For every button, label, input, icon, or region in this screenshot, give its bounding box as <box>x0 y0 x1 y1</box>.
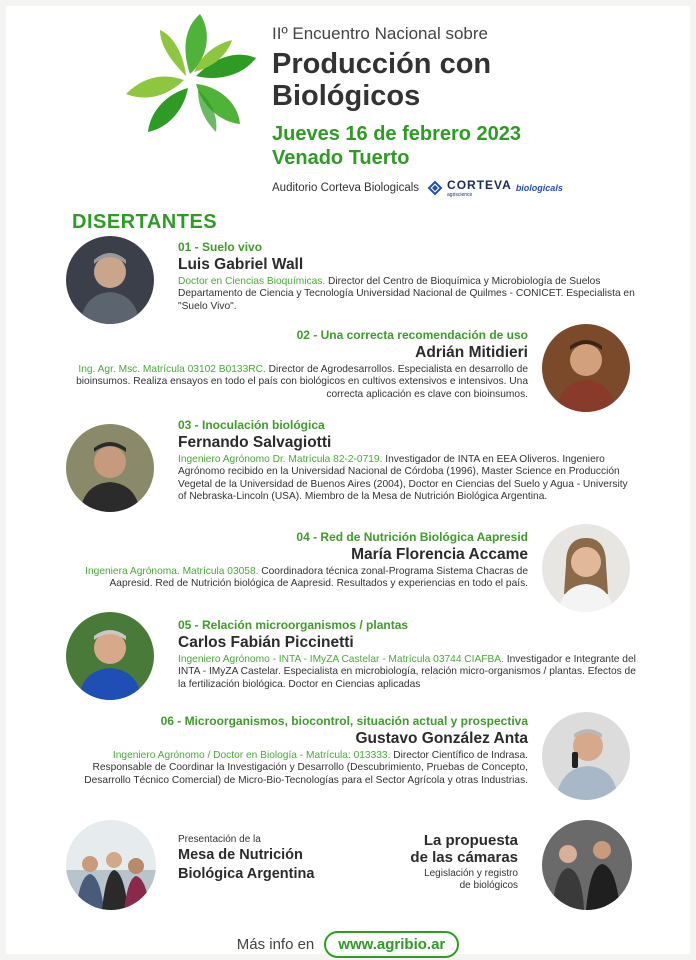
speaker-card <box>68 530 528 591</box>
sponsor-name: CORTEVA <box>447 178 512 192</box>
speaker-name: Carlos Fabián Piccinetti <box>178 634 354 651</box>
speaker-card <box>178 418 638 504</box>
speaker-credential: Ingeniero Agrónomo / Doctor en Biología - Matrícula: 013333. <box>112 750 391 761</box>
speaker-bio-text: Investigador e Integrante del INTA - IMyZA Castelar. Especialista en microbiología, relación micro-organismos / plantas. Efectos de la fertilización biológica. Doctor en Ciencias aplicadas <box>178 654 636 690</box>
speaker-topic: 06 - Microorganismos, biocontrol, situación actual y prospectiva <box>160 714 528 728</box>
camaras-sub-line2: de biológicos <box>459 880 518 891</box>
mesa-presentation <box>178 834 314 883</box>
speaker-credential: Ing. Agr. Msc. Matrícula 03102 B0133RC. <box>78 364 266 375</box>
mesa-intro: Presentación de la <box>178 834 261 845</box>
event-venue-row <box>272 178 563 198</box>
speaker-credential: Ingeniera Agrónoma. Matrícula 03058. <box>85 566 259 577</box>
speaker-name: Adrián Mitidieri <box>415 344 528 361</box>
mesa-title-line1: Mesa de Nutrición <box>178 847 303 863</box>
speaker-bio-text: Director de Agrodesarrollos. Especialista en desarrollo de bioinsumos. Realiza ensayos en todo el país con biológicos en cultivos extensivos e intensivos. Una correcta aplicación es clave con bioinsumos. <box>76 364 528 400</box>
website-link[interactable]: www.agribio.ar <box>324 931 459 958</box>
speaker-topic: 02 - Una correcta recomendación de uso <box>296 328 528 342</box>
speaker-photo <box>66 612 154 700</box>
speaker-bio <box>178 654 638 691</box>
speaker-bio <box>178 276 638 313</box>
section-title: DISERTANTES <box>72 211 218 233</box>
speaker-credential: Ingeniero Agrónomo - INTA - IMyZA Castelar - Matrícula 03744 CIAFBA. <box>178 654 504 665</box>
speaker-bio-text: Coordinadora técnica zonal-Programa Sistema Chacras de Aapresid. Red de Nutrición biológica de Aapresid. Resultados y experiencias en todo el país. <box>109 566 528 590</box>
speaker-topic: 05 - Relación microorganismos / plantas <box>178 618 409 632</box>
speaker-credential: Doctor en Ciencias Bioquímicas. <box>178 276 326 287</box>
speaker-card <box>68 328 528 401</box>
speaker-card <box>178 240 638 313</box>
camaras-sub-line1: Legislación y registro <box>424 868 518 879</box>
camaras-proposal <box>410 832 518 892</box>
event-date: Jueves 16 de febrero 2023 <box>272 123 522 145</box>
speaker-bio <box>178 454 638 504</box>
speaker-bio-text: Director Científico de Indrasa. Responsable de Coordinar la Investigación y Desarrollo (Descubrimiento, Pruebas de Concepto, Desarrollo Técnico Comercial) de Micro-Bio-Tecnologías para el Sector Agrícola y otras Industrias. <box>84 750 528 786</box>
speaker-credential: Ingeniero Agrónomo Dr. Matrícula 82-2-0719. <box>178 454 383 465</box>
speaker-photo <box>66 236 154 324</box>
speaker-card <box>178 618 638 691</box>
mesa-title-line2: Biológica Argentina <box>178 866 315 882</box>
speaker-topic: 01 - Suelo vivo <box>178 240 263 254</box>
speaker-topic: 03 - Inoculación biológica <box>178 418 325 432</box>
speaker-bio-text: Investigador de INTA en EEA Oliveros. Ingeniero Agrónomo recibido en la Universidad Nacional de Córdoba (1996), Master Science en Producción Vegetal de la Universidad de Buenos Aires (2004), Doctor en Ciencias del Suelo y Agua - University of Nebraska-Lincoln (USA). Miembro de la Mesa de Nutrición Biológica Argentina. <box>178 454 628 503</box>
leaf-logo-icon <box>120 10 260 150</box>
speaker-name: Fernando Salvagiotti <box>178 434 332 451</box>
sponsor-tag: biologicals <box>515 183 563 193</box>
event-city: Venado Tuerto <box>272 147 410 169</box>
speaker-bio <box>68 364 528 401</box>
sponsor-sub: agriscience <box>447 192 473 198</box>
group-photo <box>66 820 156 910</box>
more-info-label: Más info en <box>236 936 315 953</box>
speaker-name: Luis Gabriel Wall <box>178 256 304 273</box>
speaker-photo <box>542 524 630 612</box>
panel-photo <box>542 820 632 910</box>
event-title-line1: Producción con <box>272 48 492 80</box>
speaker-bio <box>68 750 528 787</box>
event-header <box>272 24 563 198</box>
speaker-bio-text: Director del Centro de Bioquímica y Microbiología de Suelos Departamento de Ciencia y Tecnología Universidad Nacional de Quilmes - CONICET. Especialista en "Suelo Vivo". <box>178 276 635 312</box>
event-venue: Auditorio Corteva Biologicals <box>272 182 420 194</box>
event-title-line2: Biológicos <box>272 80 421 112</box>
more-info <box>6 931 690 958</box>
speaker-name: María Florencia Accame <box>351 546 528 563</box>
speaker-name: Gustavo González Anta <box>355 730 528 747</box>
corteva-logo <box>427 178 563 198</box>
camaras-title-line1: La propuesta <box>423 832 518 849</box>
speaker-bio <box>68 566 528 591</box>
speaker-topic: 04 - Red de Nutrición Biológica Aapresid <box>296 530 528 544</box>
speaker-card <box>68 714 528 787</box>
corteva-mark-icon <box>427 180 443 196</box>
camaras-title-line2: de las cámaras <box>410 849 518 866</box>
speaker-photo <box>66 424 154 512</box>
speaker-photo <box>542 712 630 800</box>
event-edition: IIº Encuentro Nacional sobre <box>272 24 488 43</box>
speaker-photo <box>542 324 630 412</box>
